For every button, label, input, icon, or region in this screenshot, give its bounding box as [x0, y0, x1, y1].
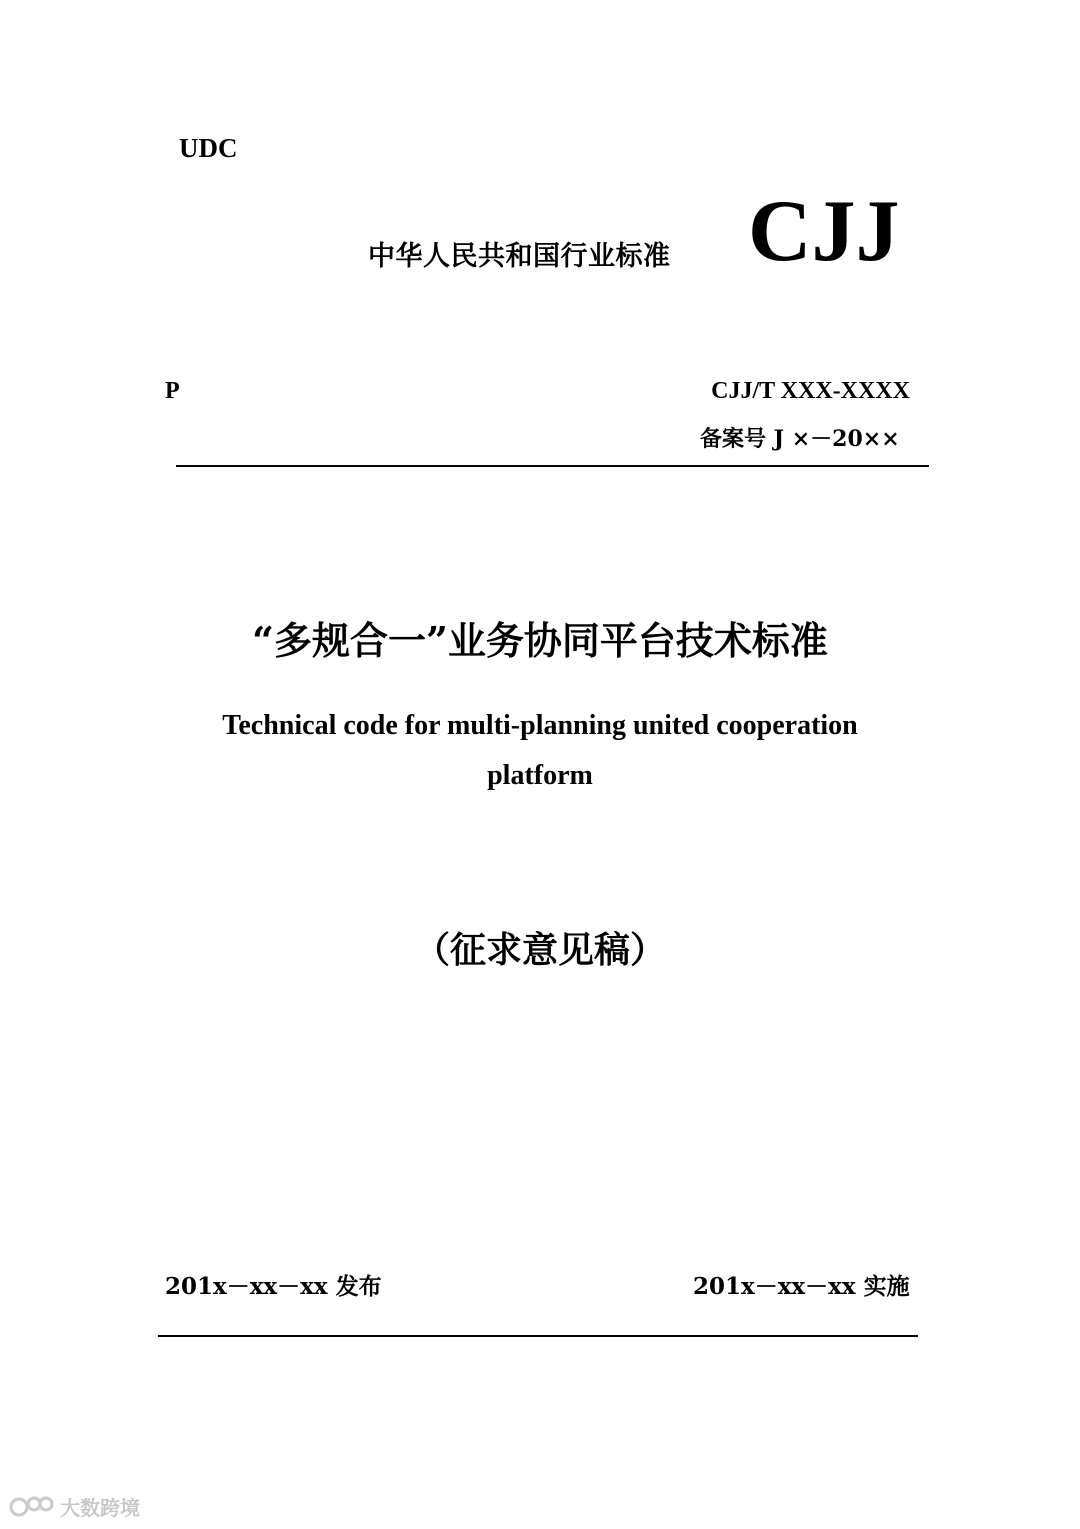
classification-code: P [165, 378, 180, 404]
record-number: 备案号 J ×－20×× [700, 426, 900, 452]
watermark-logo-icon [8, 1494, 56, 1520]
watermark [8, 1492, 140, 1521]
document-title-chinese: “多规合一”业务协同平台技术标准 [252, 618, 828, 663]
top-divider [176, 465, 929, 467]
udc-label: UDC [179, 133, 238, 163]
document-title-english-line1: Technical code for multi-planning united cooperation [222, 710, 858, 741]
bottom-divider [158, 1335, 918, 1337]
publish-date: 201x－xx－xx 发布 [165, 1273, 382, 1300]
implement-date: 201x－xx－xx 实施 [693, 1273, 910, 1300]
document-title-english-line2: platform [487, 760, 593, 791]
industry-standard-heading: 中华人民共和国行业标准 [368, 241, 671, 272]
standard-number: CJJ/T XXX-XXXX [711, 378, 910, 404]
cjj-logo: CJJ [748, 183, 900, 280]
watermark-text: 大数跨境 [60, 1496, 140, 1520]
draft-status-label: （征求意见稿） [413, 930, 666, 971]
